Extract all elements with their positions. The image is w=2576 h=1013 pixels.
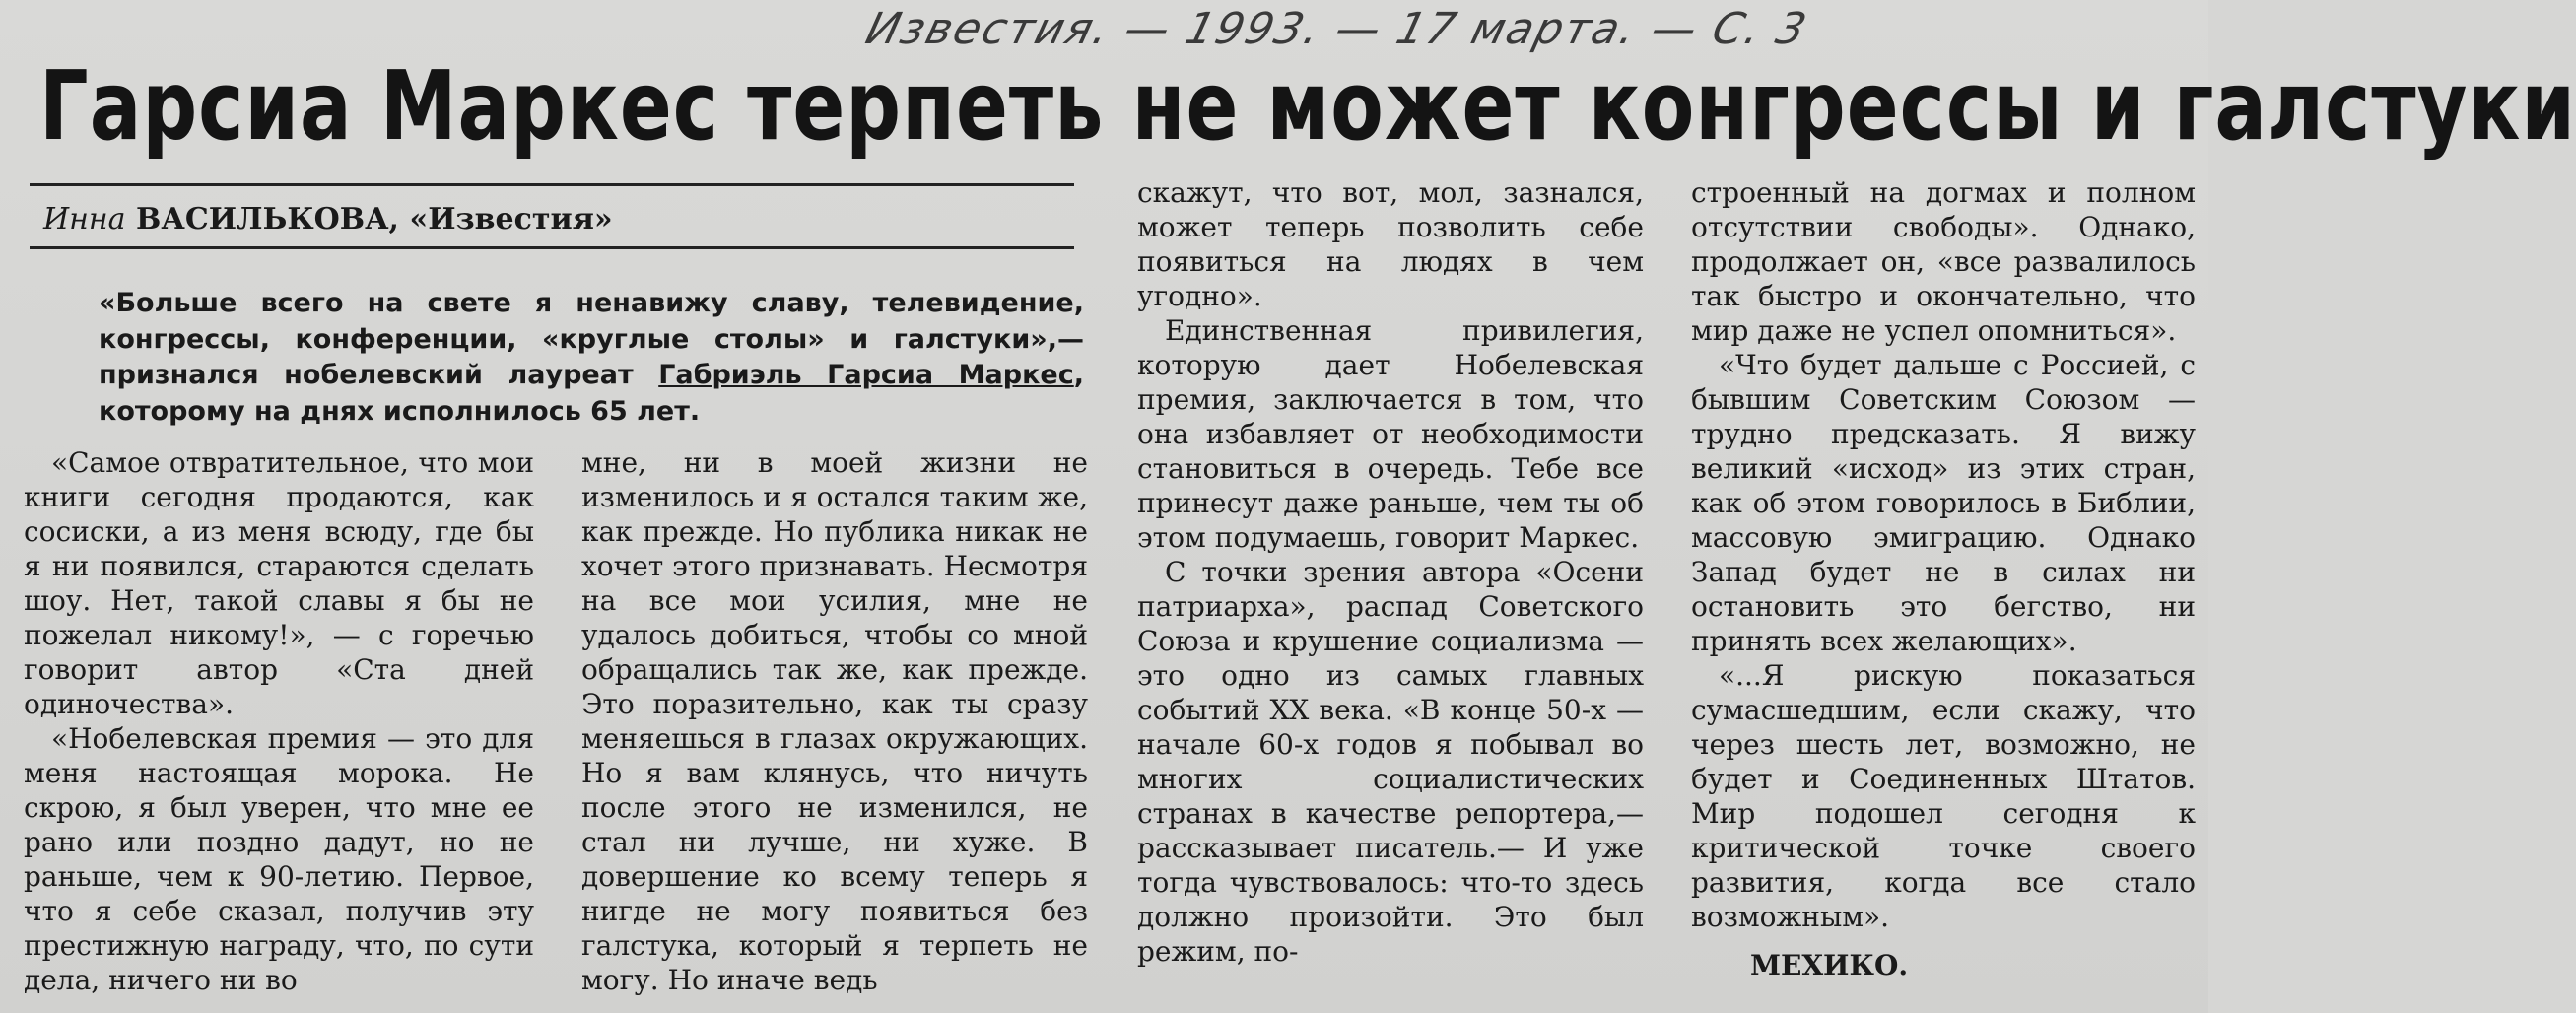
paragraph: скажут, что вот, мол, зазнался, может теперь позволить себе появиться на людях в чем угодно». (1137, 176, 1644, 312)
handwritten-citation: Известия. — 1993. — 17 марта. — С. 3 (860, 4, 1813, 54)
dateline: МЕХИКО. (1750, 949, 1909, 981)
paragraph: строенный на догмах и полном отсутствии свободы». Однако, продолжает он, «все развалилось так быстро и окончательно, что мир даже не успел опомниться». (1691, 176, 2196, 347)
outlet-name: «Известия» (409, 202, 613, 236)
column-3 (1137, 175, 1644, 1003)
paragraph: «...Я рискую показаться сумасшедшим, если скажу, что через шесть лет, возможно, не будет и Соединенных Штатов. Мир подошел сегодня к критической точке своего развития, когда все стало возможным». (1691, 659, 2196, 933)
headline: Гарсиа Маркес терпеть не может конгрессы и галстуки (39, 51, 2576, 163)
column-4 (1691, 175, 2196, 1003)
byline-top-rule (30, 183, 1074, 186)
laureate-name: Габриэль Гарсиа Маркес (658, 360, 1074, 390)
author-first-name: Инна (43, 202, 126, 236)
lead-text-end: , которому на днях исполнилось 65 лет. (99, 360, 1084, 427)
paragraph: Единственная привилегия, которую дает Нобелевская премия, заключается в том, что она избавляет от необходимости становиться в очередь. Тебе все принесут даже раньше, чем ты об этом подумаешь, говорит Маркес. (1137, 314, 1644, 554)
lead-text-start: «Больше всего на свете я ненавижу славу, телевидение, конгрессы, конференции, «круглые столы» и галстуки»,— признался нобелевский лауреат (99, 288, 1084, 390)
byline-bottom-rule (30, 246, 1074, 249)
author-last-name: ВАСИЛЬКОВА (136, 202, 389, 236)
byline: Инна ВАСИЛЬКОВА, «Известия» (43, 202, 613, 236)
paragraph: мне, ни в моей жизни не изменилось и я остался таким же, как прежде. Но публика никак не хочет этого признавать. Несмотря на все мои усилия, мне не удалось добиться, чтобы со мной обращались так же, как прежде. Это поразительно, как ты сразу меняешься в глазах окружающих. Но я вам клянусь, что ничуть после этого не изменился, не стал ни лучше, ни хуже. В довершение ко всему теперь я нигде не могу появиться без галстука, который я терпеть не могу. Но иначе ведь (581, 446, 1088, 996)
column-1 (24, 445, 534, 997)
paragraph: С точки зрения автора «Осени патриарха», распад Советского Союза и крушение социализма — это одно из самых главных событий XX века. «В конце 50-х — начале 60-х годов я побывал во многих социалистических странах в качестве репортера,— рассказывает писатель.— И уже тогда чувствовалось: что-то здесь должно произойти. Это был режим, по- (1137, 556, 1644, 968)
column-2 (581, 445, 1088, 997)
paragraph: «Что будет дальше с Россией, с бывшим Советским Союзом — трудно предсказать. Я вижу великий «исход» из этих стран, как об этом говорилось в Библии, массовую эмиграцию. Однако Запад будет не в силах ни остановить это бегство, ни принять всех желающих». (1691, 349, 2196, 657)
paragraph: «Нобелевская премия — это для меня настоящая морока. Не скрою, я был уверен, что мне ее рано или поздно дадут, но не раньше, чем к 90-летию. Первое, что я себе сказал, получив эту престижную награду, что, по сути дела, ничего ни во (24, 722, 534, 996)
paragraph: «Самое отвратительное, что мои книги сегодня продаются, как сосиски, а из меня всюду, где бы я ни появился, стараются сделать шоу. Нет, такой славы я бы не пожелал никому!», — с горечью говорит автор «Ста дней одиночества». (24, 446, 534, 720)
lead-paragraph (99, 286, 1084, 430)
